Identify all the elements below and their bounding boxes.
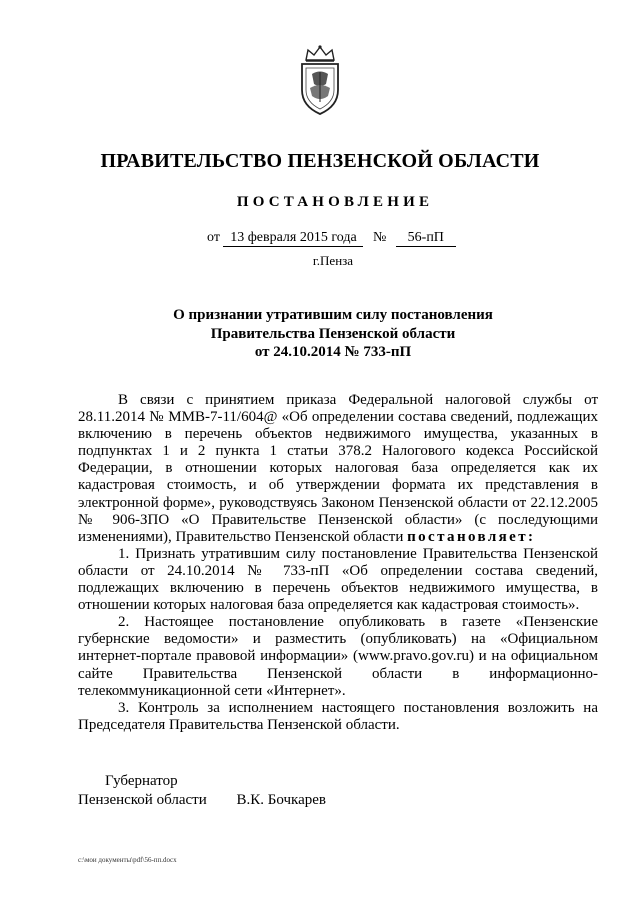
document-subject <box>0 306 640 362</box>
preamble-paragraph <box>78 392 598 546</box>
decree-word: постановляет: <box>407 528 536 545</box>
document-type: ПОСТАНОВЛЕНИЕ <box>236 194 434 210</box>
date-number-line <box>207 230 456 247</box>
coat-of-arms-icon <box>292 44 348 116</box>
government-title: ПРАВИТЕЛЬСТВО ПЕНЗЕНСКОЙ ОБЛАСТИ <box>100 150 540 172</box>
signature-block <box>78 772 326 810</box>
subject-line-2: Правительства Пензенской области <box>210 325 456 342</box>
city: г.Пенза <box>312 253 354 268</box>
date-prefix: от <box>207 230 220 245</box>
subject-line-3: от 24.10.2014 № 733-пП <box>254 344 412 360</box>
document-number: 56-пП <box>396 230 456 247</box>
signatory-position: Губернатор <box>105 773 178 789</box>
signatory-row <box>78 791 326 810</box>
decree-item-2: 2. Настоящее постановление опубликовать в газете «Пензенские губернские ведомости» и разместить (опубликовать) на «Официальном интернет-портале правовой информации» (www.pravo.gov.ru) и на официальном сайте Правительства Пензенской области в информационно-телекоммуникационной сети «Интернет». <box>78 614 598 699</box>
decree-item-1: 1. Признать утратившим силу постановление Правительства Пензенской области от 24.10.2014 № 733-пП «Об определении состава сведений, подлежащих включению в перечень объектов недвижимого имущества, в отношении которых налоговая база определяется как кадастровая стоимость». <box>78 545 598 614</box>
file-path-footer: c:\мои документы\pdf\56-пп.docx <box>78 856 177 864</box>
signatory-region: Пензенской области <box>78 792 207 808</box>
decree-item-3: 3. Контроль за исполнением настоящего постановления возложить на Председателя Правительства Пензенской области. <box>78 699 598 733</box>
signatory-name: В.К. Бочкарев <box>236 792 326 808</box>
document-date: 13 февраля 2015 года <box>223 230 363 247</box>
subject-line-1: О признании утратившим силу постановления <box>173 307 493 323</box>
number-prefix: № <box>372 230 387 245</box>
preamble-text: В связи с принятием приказа Федеральной налоговой службы от 28.11.2014 № ММВ-7-11/604@ «Об определении состава сведений, подлежащих включению в перечень объектов недвижимого имущества, указанных в подпунктах 1 и 2 пункта 1 статьи 378.2 Налогового кодекса Российской Федерации, в отношении которых налоговая база определяется как их кадастровая стоимость, и об утверждении формата их представления в электронной форме», руководствуясь Законом Пензенской области от 22.12.2005 № 906-ЗПО «О Правительстве Пензенской области» (с последующими изменениями), Правительство Пензенской области <box>78 392 598 545</box>
document-body <box>78 392 598 734</box>
